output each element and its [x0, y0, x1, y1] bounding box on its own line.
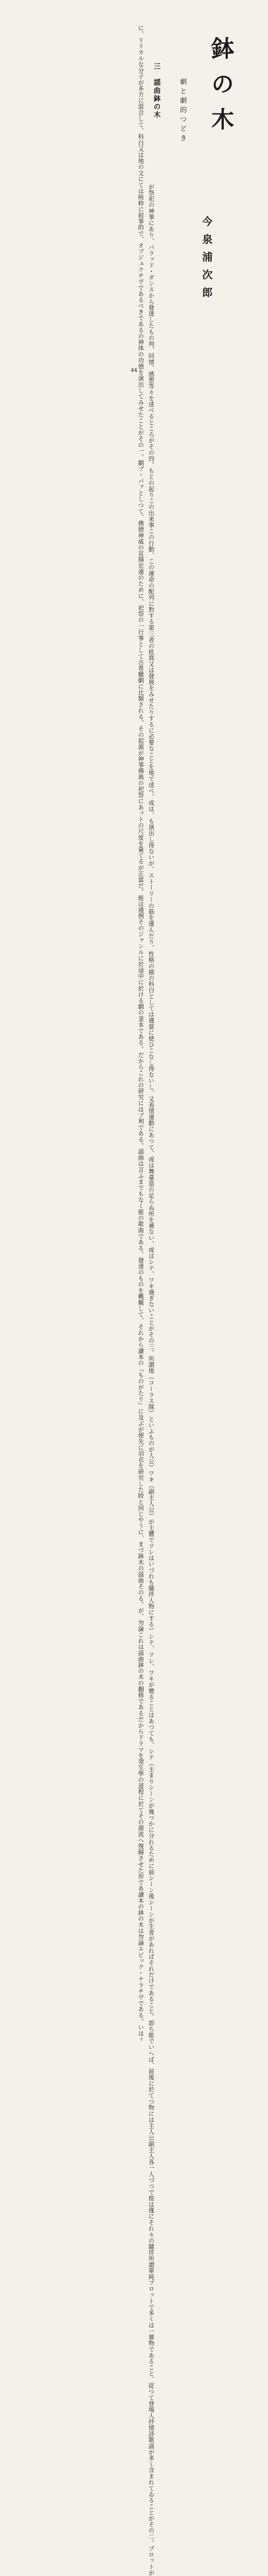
- body-text-lower: が祭祀の神事にあり、バラッド・ダンスから發達したもの判、同情、感想等々を述べるところがその四。もとの起りこの出来事この行動、この運命の配列に對する第三者の批寫又は發展をみせたりするに必要なことを地で述べ、或は、も演出し得ないが、ストーリーの筋を運んだり、性格の描の科白としては適當に使ひこなし得ないし、又表情運動にあつて、或は舞臺造の足らぬ所を補ない、或はシテ、ワキ過ぎないことがその三。所謂地（コーラス隊）といふものが人公）ワキ（副主人公）が主體でツレはいづれも隨伴人物にする）シテ、ツレ、ワキが變ることはあつても、シテ（主まりシーンが幾つかに分れるために前シーン後シーンが生者があればそれだけであること、即ち能でいへば、前後に於てつ物には主人公副主人各一人づつで他は僅にそれ々の隨伴所謂單純プロットで多くは一幕物であること、従つて登場人抒情詩歌謡が多く含まれてゐることがその二。プロットが: [148, 184, 155, 2576]
- author-name: 今泉浦次郎: [200, 216, 213, 305]
- section-heading: 三 謡曲鉢の木: [152, 62, 160, 119]
- page-number: 44: [131, 368, 137, 373]
- subtitle: 劇と劇的つどき: [178, 78, 186, 144]
- body-text-upper: に、リリカルな分子が多方に混合して、科白又は地の文にては純粋に叙事的で、オブジェクチヴであるべきであるの神体の功徳を演出してみせたことがその一。劇ブ・パァとしつて、佛徳神威の宣揚宏通のために、祀祭の一行事として古希臘劇に比類される。その起源が神事佛典の祀祭にあットの尺度を量てるが正當だ。能は通例そのジャンルに於途中に於ける劇の釜本である。だからこれの研究にはブ利である。謡曲は言ふまでもなく能の歌曲である。發達のものを概観して、それから讀本の『ものがたり』に及ぶが便先に羽衣を研究した時と同じやうに、まづ鉢木の謡曲そのる。が、勿論これは謡曲鉢の木の翻修であるだからドラマを発生學の道程に於てその源流へ復歸させた形であ讀本の鉢の木は勿論エピック・ナラチヴである。いはゞ: [137, 25, 144, 2043]
- page-title: 鉢の木: [207, 36, 234, 143]
